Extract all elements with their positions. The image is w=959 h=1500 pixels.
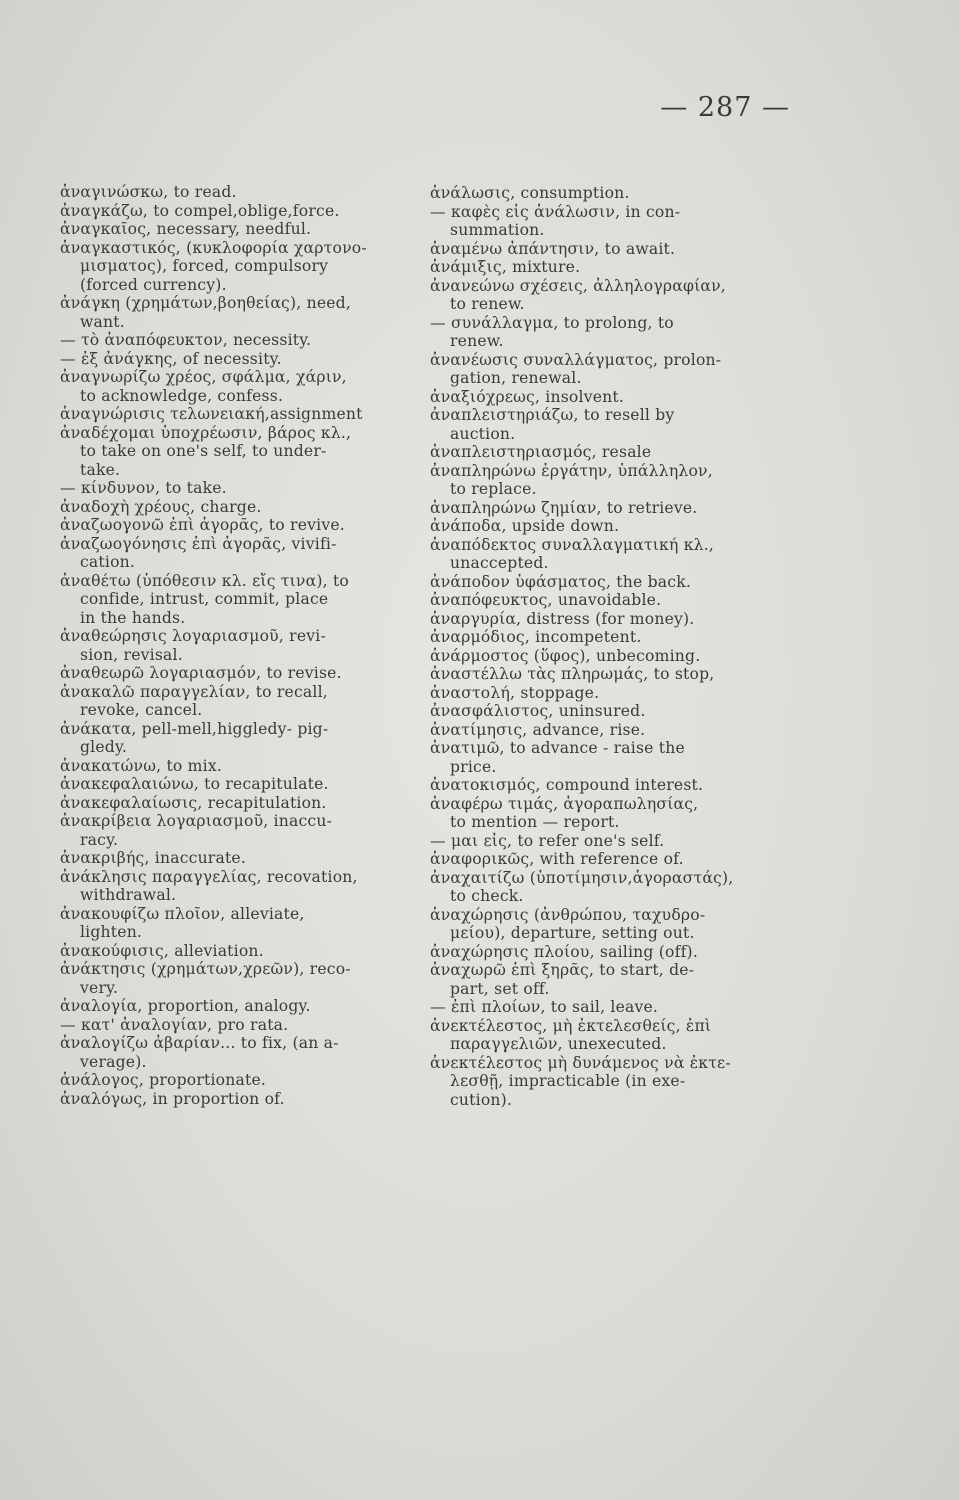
- dictionary-entry: [60, 1016, 405, 1035]
- entry-continuation: withdrawal.: [80, 886, 177, 904]
- dictionary-entry: [60, 202, 405, 221]
- entry-line: ἀναζωογονῶ ἐπὶ ἀγορᾶς, to revive.: [60, 516, 345, 534]
- dictionary-entry: [430, 351, 800, 388]
- entry-continuation: to replace.: [450, 480, 537, 498]
- entry-line: ἀναφέρω τιμάς, ἀγοραπωλησίας,: [430, 794, 699, 813]
- entry-line: ἀνακριβής, inaccurate.: [60, 849, 247, 867]
- entry-line: ἀναδοχὴ χρέους, charge.: [60, 497, 262, 516]
- entry-line: ἀνάκατα, pell-mell,higgledy- pig-: [60, 719, 329, 738]
- dictionary-entry: [60, 664, 405, 683]
- entry-continuation: take.: [80, 460, 121, 479]
- entry-continuation: renew.: [450, 332, 504, 350]
- entry-line: ἀνανεώνω σχέσεις, ἀλληλογραφίαν,: [430, 276, 726, 295]
- dictionary-entry: [430, 610, 800, 629]
- dictionary-entry: [60, 1034, 405, 1071]
- entry-line: ἀνακαλῶ παραγγελίαν, to recall,: [60, 682, 328, 701]
- entry-continuation: in the hands.: [80, 608, 186, 627]
- entry-line: — ἐπὶ πλοίων, to sail, leave.: [430, 998, 659, 1016]
- dictionary-entry: [430, 721, 800, 740]
- entry-line: ἀνατίμησις, advance, rise.: [430, 720, 646, 739]
- entry-line: ἀναγνώρισις τελωνειακή,assignment: [60, 405, 363, 423]
- dictionary-entry: [60, 960, 405, 997]
- dictionary-entry: [60, 868, 405, 905]
- entry-line: ἀνάποδα, upside down.: [430, 517, 620, 535]
- entry-continuation: to mention — report.: [450, 813, 620, 831]
- dictionary-entry: [430, 1017, 800, 1054]
- entry-line: ἀναξιόχρεως, insolvent.: [430, 387, 625, 406]
- entry-line: — συνάλλαγμα, to prolong, to: [430, 313, 674, 332]
- entry-line: ἀναγκάζω, to compel,oblige,force.: [60, 201, 340, 220]
- dictionary-entry: [60, 498, 405, 517]
- dictionary-entry: [60, 683, 405, 720]
- entry-line: ἀναρμόδιος, incompetent.: [430, 628, 642, 646]
- entry-line: ἀνακρίβεια λογαριασμοῦ, inaccu-: [60, 812, 333, 830]
- entry-continuation: confide, intrust, commit, place: [80, 590, 329, 608]
- dictionary-entry: [430, 795, 800, 832]
- dictionary-entry: [430, 1054, 800, 1110]
- dictionary-entry: [60, 1090, 405, 1109]
- dictionary-entry: [430, 906, 800, 943]
- entry-line: ἀναφορικῶς, with reference of.: [430, 850, 684, 868]
- entry-line: ἀναπόδεκτος συναλλαγματική κλ.,: [430, 535, 715, 554]
- entry-line: ἀνατιμῶ, to advance - raise the: [430, 739, 685, 757]
- entry-continuation: racy.: [80, 830, 119, 849]
- dictionary-entry: [60, 516, 405, 535]
- entry-line: — καφὲς εἰς ἀνάλωσιν, in con-: [430, 202, 681, 221]
- entry-line: ἀναπλειστηριάζω, to resell by: [430, 406, 675, 424]
- entry-continuation: to take on one's self, to under-: [80, 442, 327, 460]
- entry-line: ἀνακατώνω, to mix.: [60, 756, 223, 775]
- entry-continuation: μισματος), forced, compulsory: [80, 257, 329, 275]
- entry-line: — κίνδυνον, to take.: [60, 479, 227, 497]
- entry-continuation: very.: [80, 978, 119, 997]
- page-number: — 287 —: [660, 92, 790, 123]
- entry-line: ἀνανέωσις συναλλάγματος, prolon-: [430, 350, 722, 369]
- entry-line: ἀναπλειστηριασμός, resale: [430, 443, 652, 461]
- dictionary-entry: [430, 591, 800, 610]
- entry-line: — κατ' ἀναλογίαν, pro rata.: [60, 1015, 289, 1034]
- dictionary-entry: [60, 424, 405, 480]
- entry-line: ἀναχαιτίζω (ὑποτίμησιν,ἀγοραστάς),: [430, 868, 734, 887]
- entry-continuation: παραγγελιῶν, unexecuted.: [450, 1035, 667, 1053]
- dictionary-entry: [60, 331, 405, 350]
- entry-continuation: part, set off.: [450, 979, 550, 998]
- dictionary-entry: [60, 479, 405, 498]
- entry-line: ἀνάρμοστος (ὕφος), unbecoming.: [430, 646, 701, 665]
- right-column: [430, 184, 800, 1109]
- entry-continuation: gledy.: [80, 738, 128, 756]
- entry-line: ἀναπόφευκτος, unavoidable.: [430, 591, 662, 609]
- dictionary-entry: [430, 314, 800, 351]
- dictionary-entry: [430, 443, 800, 462]
- dictionary-entry: [60, 220, 405, 239]
- entry-line: ἀναστολή, stoppage.: [430, 683, 600, 702]
- entry-line: ἀναπληρώνω ζημίαν, to retrieve.: [430, 498, 698, 517]
- dictionary-entry: [60, 294, 405, 331]
- entry-continuation: to renew.: [450, 295, 525, 313]
- entry-line: ἀνακούφισις, alleviation.: [60, 941, 264, 960]
- entry-continuation: auction.: [450, 424, 516, 443]
- entry-line: ἀναγκαστικός, (κυκλοφορία χαρτονο-: [60, 238, 367, 257]
- dictionary-entry: [430, 961, 800, 998]
- dictionary-entry: [60, 350, 405, 369]
- dictionary-entry: [430, 462, 800, 499]
- entry-continuation: unaccepted.: [450, 554, 549, 572]
- entry-line: ἀναδέχομαι ὑποχρέωσιν, βάρος κλ.,: [60, 423, 352, 442]
- entry-line: ἀνάμιξις, mixture.: [430, 258, 581, 276]
- dictionary-entry: [430, 203, 800, 240]
- dictionary-entry: [430, 517, 800, 536]
- entry-line: — τὸ ἀναπόφευκτον, necessity.: [60, 331, 312, 349]
- entry-line: ἀνάκλησις παραγγελίας, recovation,: [60, 867, 358, 886]
- entry-line: ἀνακεφαλαιώνω, to recapitulate.: [60, 775, 329, 793]
- dictionary-entry: [430, 628, 800, 647]
- dictionary-entry: [430, 536, 800, 573]
- dictionary-entry: [60, 720, 405, 757]
- dictionary-entry: [60, 535, 405, 572]
- dictionary-entry: [430, 832, 800, 851]
- dictionary-entry: [430, 258, 800, 277]
- dictionary-entry: [430, 943, 800, 962]
- entry-line: ἀνάποδον ὑφάσματος, the back.: [430, 572, 692, 591]
- dictionary-entry: [60, 812, 405, 849]
- dictionary-entry: [430, 665, 800, 684]
- entry-continuation: to check.: [450, 887, 524, 905]
- entry-line: ἀναργυρία, distress (for money).: [430, 609, 695, 628]
- entry-line: ἀναλόγως, in proportion of.: [60, 1089, 285, 1108]
- entry-line: ἀνεκτέλεστος μὴ δυνάμενος νὰ ἐκτε-: [430, 1053, 731, 1072]
- entry-continuation: sion, revisal.: [80, 645, 183, 664]
- entry-line: ἀνακεφαλαίωσις, recapitulation.: [60, 793, 327, 812]
- entry-line: ἀναγκαῖος, necessary, needful.: [60, 220, 312, 238]
- entry-line: ἀνατοκισμός, compound interest.: [430, 776, 704, 794]
- entry-line: ἀναθεωρῶ λογαριασμόν, to revise.: [60, 664, 342, 682]
- entry-line: — ἐξ ἀνάγκης, of necessity.: [60, 349, 282, 368]
- dictionary-entry: [60, 239, 405, 295]
- left-column: [60, 183, 405, 1108]
- entry-continuation: price.: [450, 757, 497, 776]
- dictionary-entry: [430, 850, 800, 869]
- entry-continuation: (forced currency).: [80, 275, 227, 294]
- dictionary-entry: [430, 573, 800, 592]
- dictionary-entry: [60, 905, 405, 942]
- entry-continuation: λεσθῇ, impracticable (in exe-: [450, 1072, 686, 1090]
- entry-line: ἀνεκτέλεστος, μὴ ἐκτελεσθείς, ἐπὶ: [430, 1016, 712, 1035]
- entry-line: ἀναγνωρίζω χρέος, σφάλμα, χάριν,: [60, 368, 347, 386]
- entry-line: ἀναγινώσκω, to read.: [60, 183, 237, 201]
- dictionary-entry: [60, 775, 405, 794]
- entry-line: ἀναθέτω (ὑπόθεσιν κλ. εἴς τινα), to: [60, 571, 349, 590]
- entry-line: — μαι εἰς, to refer one's self.: [430, 831, 665, 850]
- dictionary-entry: [60, 849, 405, 868]
- dictionary-entry: [430, 998, 800, 1017]
- entry-line: ἀνακουφίζω πλοῖον, alleviate,: [60, 904, 305, 923]
- dictionary-entry: [430, 277, 800, 314]
- entry-continuation: cution).: [450, 1090, 513, 1109]
- entry-continuation: gation, renewal.: [450, 369, 582, 387]
- dictionary-entry: [60, 627, 405, 664]
- entry-line: ἀναπληρώνω ἐργάτην, ὑπάλληλον,: [430, 461, 713, 480]
- entry-line: ἀναχώρησις (ἀνθρώπου, ταχυδρο-: [430, 905, 706, 924]
- entry-continuation: to acknowledge, confess.: [80, 386, 284, 405]
- dictionary-entry: [60, 794, 405, 813]
- entry-line: ἀνάλογος, proportionate.: [60, 1071, 267, 1089]
- entry-continuation: summation.: [450, 221, 545, 239]
- dictionary-entry: [60, 942, 405, 961]
- entry-continuation: verage).: [80, 1052, 147, 1071]
- dictionary-entry: [430, 499, 800, 518]
- dictionary-entry: [430, 647, 800, 666]
- entry-line: ἀνασφάλιστος, uninsured.: [430, 702, 646, 720]
- entry-continuation: lighten.: [80, 923, 143, 941]
- dictionary-entry: [60, 1071, 405, 1090]
- dictionary-entry: [430, 702, 800, 721]
- entry-line: ἀνάλωσις, consumption.: [430, 184, 630, 202]
- entry-line: ἀνάκτησις (χρημάτων,χρεῶν), reco-: [60, 960, 351, 978]
- dictionary-entry: [60, 757, 405, 776]
- dictionary-entry: [430, 240, 800, 259]
- entry-line: ἀναθεώρησις λογαριασμοῦ, revi-: [60, 627, 326, 645]
- entry-line: ἀνάγκη (χρημάτων,βοηθείας), need,: [60, 294, 352, 312]
- entry-line: ἀναχωρῶ ἐπὶ ξηρᾶς, to start, de-: [430, 961, 695, 979]
- entry-line: ἀναζωογόνησις ἐπὶ ἀγορᾶς, vivifi-: [60, 534, 337, 553]
- entry-continuation: revoke, cancel.: [80, 701, 203, 719]
- dictionary-entry: [430, 406, 800, 443]
- entry-line: ἀναλογίζω ἀβαρίαν... to fix, (an a-: [60, 1034, 339, 1052]
- dictionary-entry: [60, 572, 405, 628]
- dictionary-entry: [60, 405, 405, 424]
- dictionary-entry: [60, 183, 405, 202]
- dictionary-entry: [60, 368, 405, 405]
- entry-line: ἀναλογία, proportion, analogy.: [60, 997, 311, 1015]
- dictionary-entry: [430, 869, 800, 906]
- entry-continuation: cation.: [80, 553, 136, 571]
- entry-continuation: μείου), departure, setting out.: [450, 924, 695, 942]
- dictionary-entry: [430, 184, 800, 203]
- entry-line: ἀναχώρησις πλοίου, sailing (off).: [430, 942, 698, 961]
- dictionary-entry: [60, 997, 405, 1016]
- entry-line: ἀναστέλλω τὰς πληρωμάς, to stop,: [430, 665, 715, 683]
- entry-continuation: want.: [80, 312, 125, 331]
- dictionary-entry: [430, 739, 800, 776]
- entry-line: ἀναμένω ἀπάντησιν, to await.: [430, 239, 676, 258]
- dictionary-entry: [430, 388, 800, 407]
- dictionary-entry: [430, 684, 800, 703]
- dictionary-entry: [430, 776, 800, 795]
